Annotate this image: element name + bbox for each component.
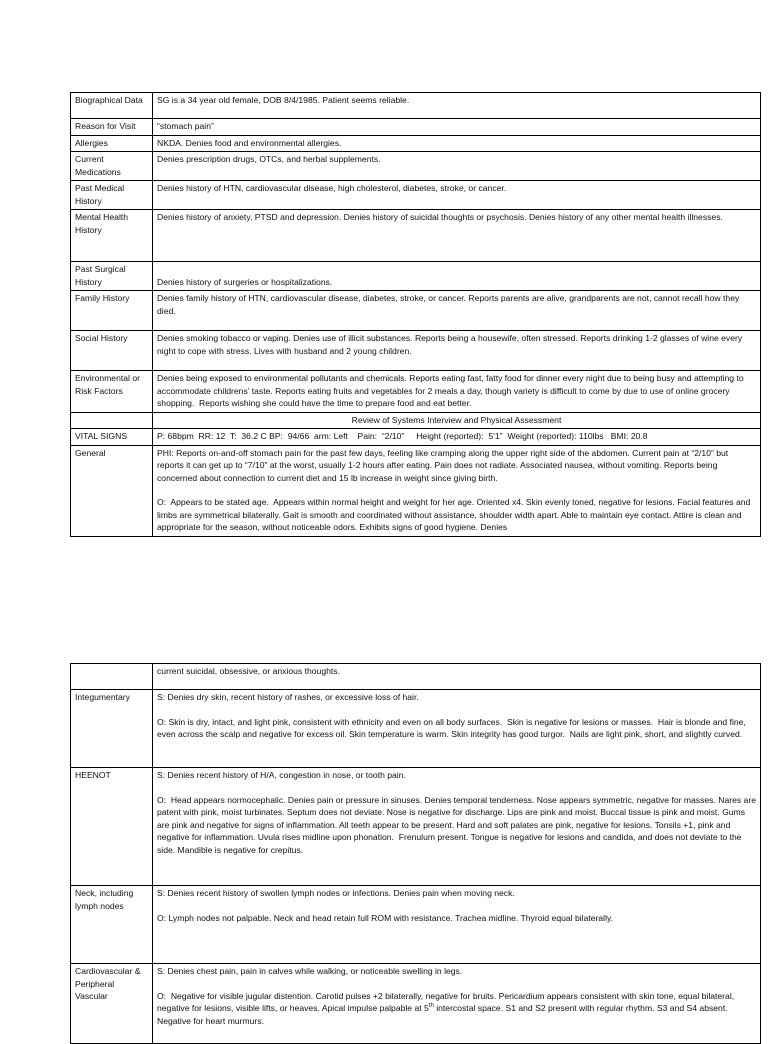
table-row bbox=[71, 429, 761, 446]
table-row bbox=[71, 690, 761, 768]
row-value: Denies history of anxiety, PTSD and depression. Denies history of suicidal thoughts or psychosis. Denies history of any other mental health illnesses. bbox=[153, 210, 761, 262]
neck-subjective: S: Denies recent history of swollen lymph nodes or infections. Denies pain when moving neck. bbox=[157, 888, 515, 898]
neck-value bbox=[153, 886, 761, 964]
row-value: Denies history of surgeries or hospitalizations. bbox=[153, 262, 761, 291]
table-row bbox=[71, 331, 761, 371]
row-label: Past Medical History bbox=[71, 181, 153, 210]
integumentary-value bbox=[153, 690, 761, 768]
cardio-label: Cardiovascular & Peripheral Vascular bbox=[71, 964, 153, 1044]
table-row bbox=[71, 119, 761, 136]
row-label: Family History bbox=[71, 291, 153, 331]
row-value: Denies history of HTN, cardiovascular disease, high cholesterol, diabetes, stroke, or cancer. bbox=[153, 181, 761, 210]
cardio-value bbox=[153, 964, 761, 1044]
integumentary-objective: O: Skin is dry, intact, and light pink, consistent with ethnicity and even on all body surfaces. Skin is negative for lesions or masses. Hair is blonde and fine, even across the scalp and negative for excess oil. Skin temperature is warm. Skin integrity has good turgor. Nails are light pink, short, and slightly curved. bbox=[157, 716, 749, 739]
row-label: Allergies bbox=[71, 135, 153, 152]
row-label: Reason for Visit bbox=[71, 119, 153, 136]
table-row bbox=[71, 371, 761, 413]
row-value: Denies prescription drugs, OTCs, and herbal supplements. bbox=[153, 152, 761, 181]
table-row bbox=[71, 412, 761, 429]
general-objective: O: Appears to be stated age. Appears within normal height and weight for her age. Oriented x4. Skin evenly toned, negative for lesions. Facial features and limbs are symmetrical bilaterally. Gait is smooth and coordinated without assistance, shoulder width apart. Able to maintain eye contact. Attire is clean and appropriate for the season, without noticeable odors. Exhibits signs of good hygiene. Denies bbox=[157, 497, 753, 532]
table-row bbox=[71, 181, 761, 210]
assessment-table-page-2 bbox=[70, 663, 761, 1044]
integumentary-subjective: S: Denies dry skin, recent history of rashes, or excessive loss of hair. bbox=[157, 692, 419, 702]
integumentary-label: Integumentary bbox=[71, 690, 153, 768]
table-row bbox=[71, 135, 761, 152]
review-header: Review of Systems Interview and Physical Assessment bbox=[153, 412, 761, 429]
heenot-value bbox=[153, 768, 761, 886]
table-row bbox=[71, 291, 761, 331]
table-row bbox=[71, 445, 761, 536]
row-label: Biographical Data bbox=[71, 93, 153, 119]
neck-objective: O: Lymph nodes not palpable. Neck and head retain full ROM with resistance. Trachea midline. Thyroid equal bilaterally. bbox=[157, 912, 614, 923]
general-label: General bbox=[71, 445, 153, 536]
row-label: Mental Health History bbox=[71, 210, 153, 262]
table-row bbox=[71, 886, 761, 964]
row-value: “stomach pain” bbox=[153, 119, 761, 136]
table-row bbox=[71, 93, 761, 119]
row-label: Current Medications bbox=[71, 152, 153, 181]
table-row bbox=[71, 152, 761, 181]
table-row bbox=[71, 768, 761, 886]
row-value: Denies being exposed to environmental pollutants and chemicals. Reports eating fast, fatty food for dinner every night due to being busy and attempting to accommodate childrens’ taste. Reports eating fruits and vegetables for 2 meals a day, though variety is difficult to come by due to use of online grocery shopping. Reports wishing she could have the time to prepare food and eat better. bbox=[153, 371, 761, 413]
table-row bbox=[71, 210, 761, 262]
assessment-table-page-1 bbox=[70, 92, 761, 537]
heenot-subjective: S: Denies recent history of H/A, congestion in nose, or tooth pain. bbox=[157, 770, 406, 780]
row-value: NKDA. Denies food and environmental allergies. bbox=[153, 135, 761, 152]
vitals-label: VITAL SIGNS bbox=[71, 429, 153, 446]
row-label bbox=[71, 412, 153, 429]
general-subjective: PHI: Reports on-and-off stomach pain for the past few days, feeling like cramping along the upper right side of the abdomen. Current pain at “2/10” but reports it can get up to “7/10” at the worst, usually 1-2 hours after eating. Pain does not radiate. Associated nausea, without vomiting. Reports being concerned about connection to current diet and 15 lb increase in weight since giving birth. bbox=[157, 447, 731, 483]
general-value bbox=[153, 445, 761, 536]
vitals-value: P: 68bpm RR: 12 T: 36.2 C BP: 94/66 arm: Left Pain: “2/10” Height (reported): 5’1” Weight (reported): 110lbs BMI: 20.8 bbox=[153, 429, 761, 446]
row-label: Social History bbox=[71, 331, 153, 371]
row-value: SG is a 34 year old female, DOB 8/4/1985. Patient seems reliable. bbox=[153, 93, 761, 119]
neck-label: Neck, including lymph nodes bbox=[71, 886, 153, 964]
row-label: Past Surgical History bbox=[71, 262, 153, 291]
row-label bbox=[71, 664, 153, 690]
cardio-subjective: S: Denies chest pain, pain in calves while walking, or noticeable swelling in legs. bbox=[157, 966, 463, 976]
cardio-objective: O: Negative for visible jugular distention. Carotid pulses +2 bilaterally, negative for bruits. Pericardium appears consistent with skin tone, equal bilateral, negative for lesions, visible lifts, or heaves. Apical impulse palpable at 5th intercostal space. S1 and S2 present with regular rhythm. S3 and S4 absent. Negative for heart murmurs. bbox=[157, 990, 737, 1026]
table-row bbox=[71, 262, 761, 291]
row-value: Denies family history of HTN, cardiovascular disease, diabetes, stroke, or cancer. Reports parents are alive, grandparents are not, cannot recall how they died. bbox=[153, 291, 761, 331]
row-label: Environmental or Risk Factors bbox=[71, 371, 153, 413]
table-row bbox=[71, 664, 761, 690]
row-value: Denies smoking tobacco or vaping. Denies use of illicit substances. Reports being a housewife, often stressed. Reports drinking 1-2 glasses of wine every night to cope with stress. Lives with husband and 2 young children. bbox=[153, 331, 761, 371]
heenot-objective: O: Head appears normocephalic. Denies pain or pressure in sinuses. Denies temporal tenderness. Nose appears symmetric, negative for masses. Nares are patent with pink, moist turbinates. Septum does not deviate. Nose is negative for discharge. Lips are pink and moist. Buccal tissue is pink and moist. Gums are pink and negative for signs of inflammation. All teeth appear to be present. Hard and soft palates are pink, negative for lesions. Tonsils +1, pink and negative for inflammation. Uvula rises midline upon phonation. Frenulum present. Tongue is negative for lesions and candida, and does not deviate to the side. Mandible is negative for crepitus. bbox=[157, 794, 759, 855]
continued-text: current suicidal, obsessive, or anxious thoughts. bbox=[153, 664, 761, 690]
table-row bbox=[71, 964, 761, 1044]
heenot-label: HEENOT bbox=[71, 768, 153, 886]
